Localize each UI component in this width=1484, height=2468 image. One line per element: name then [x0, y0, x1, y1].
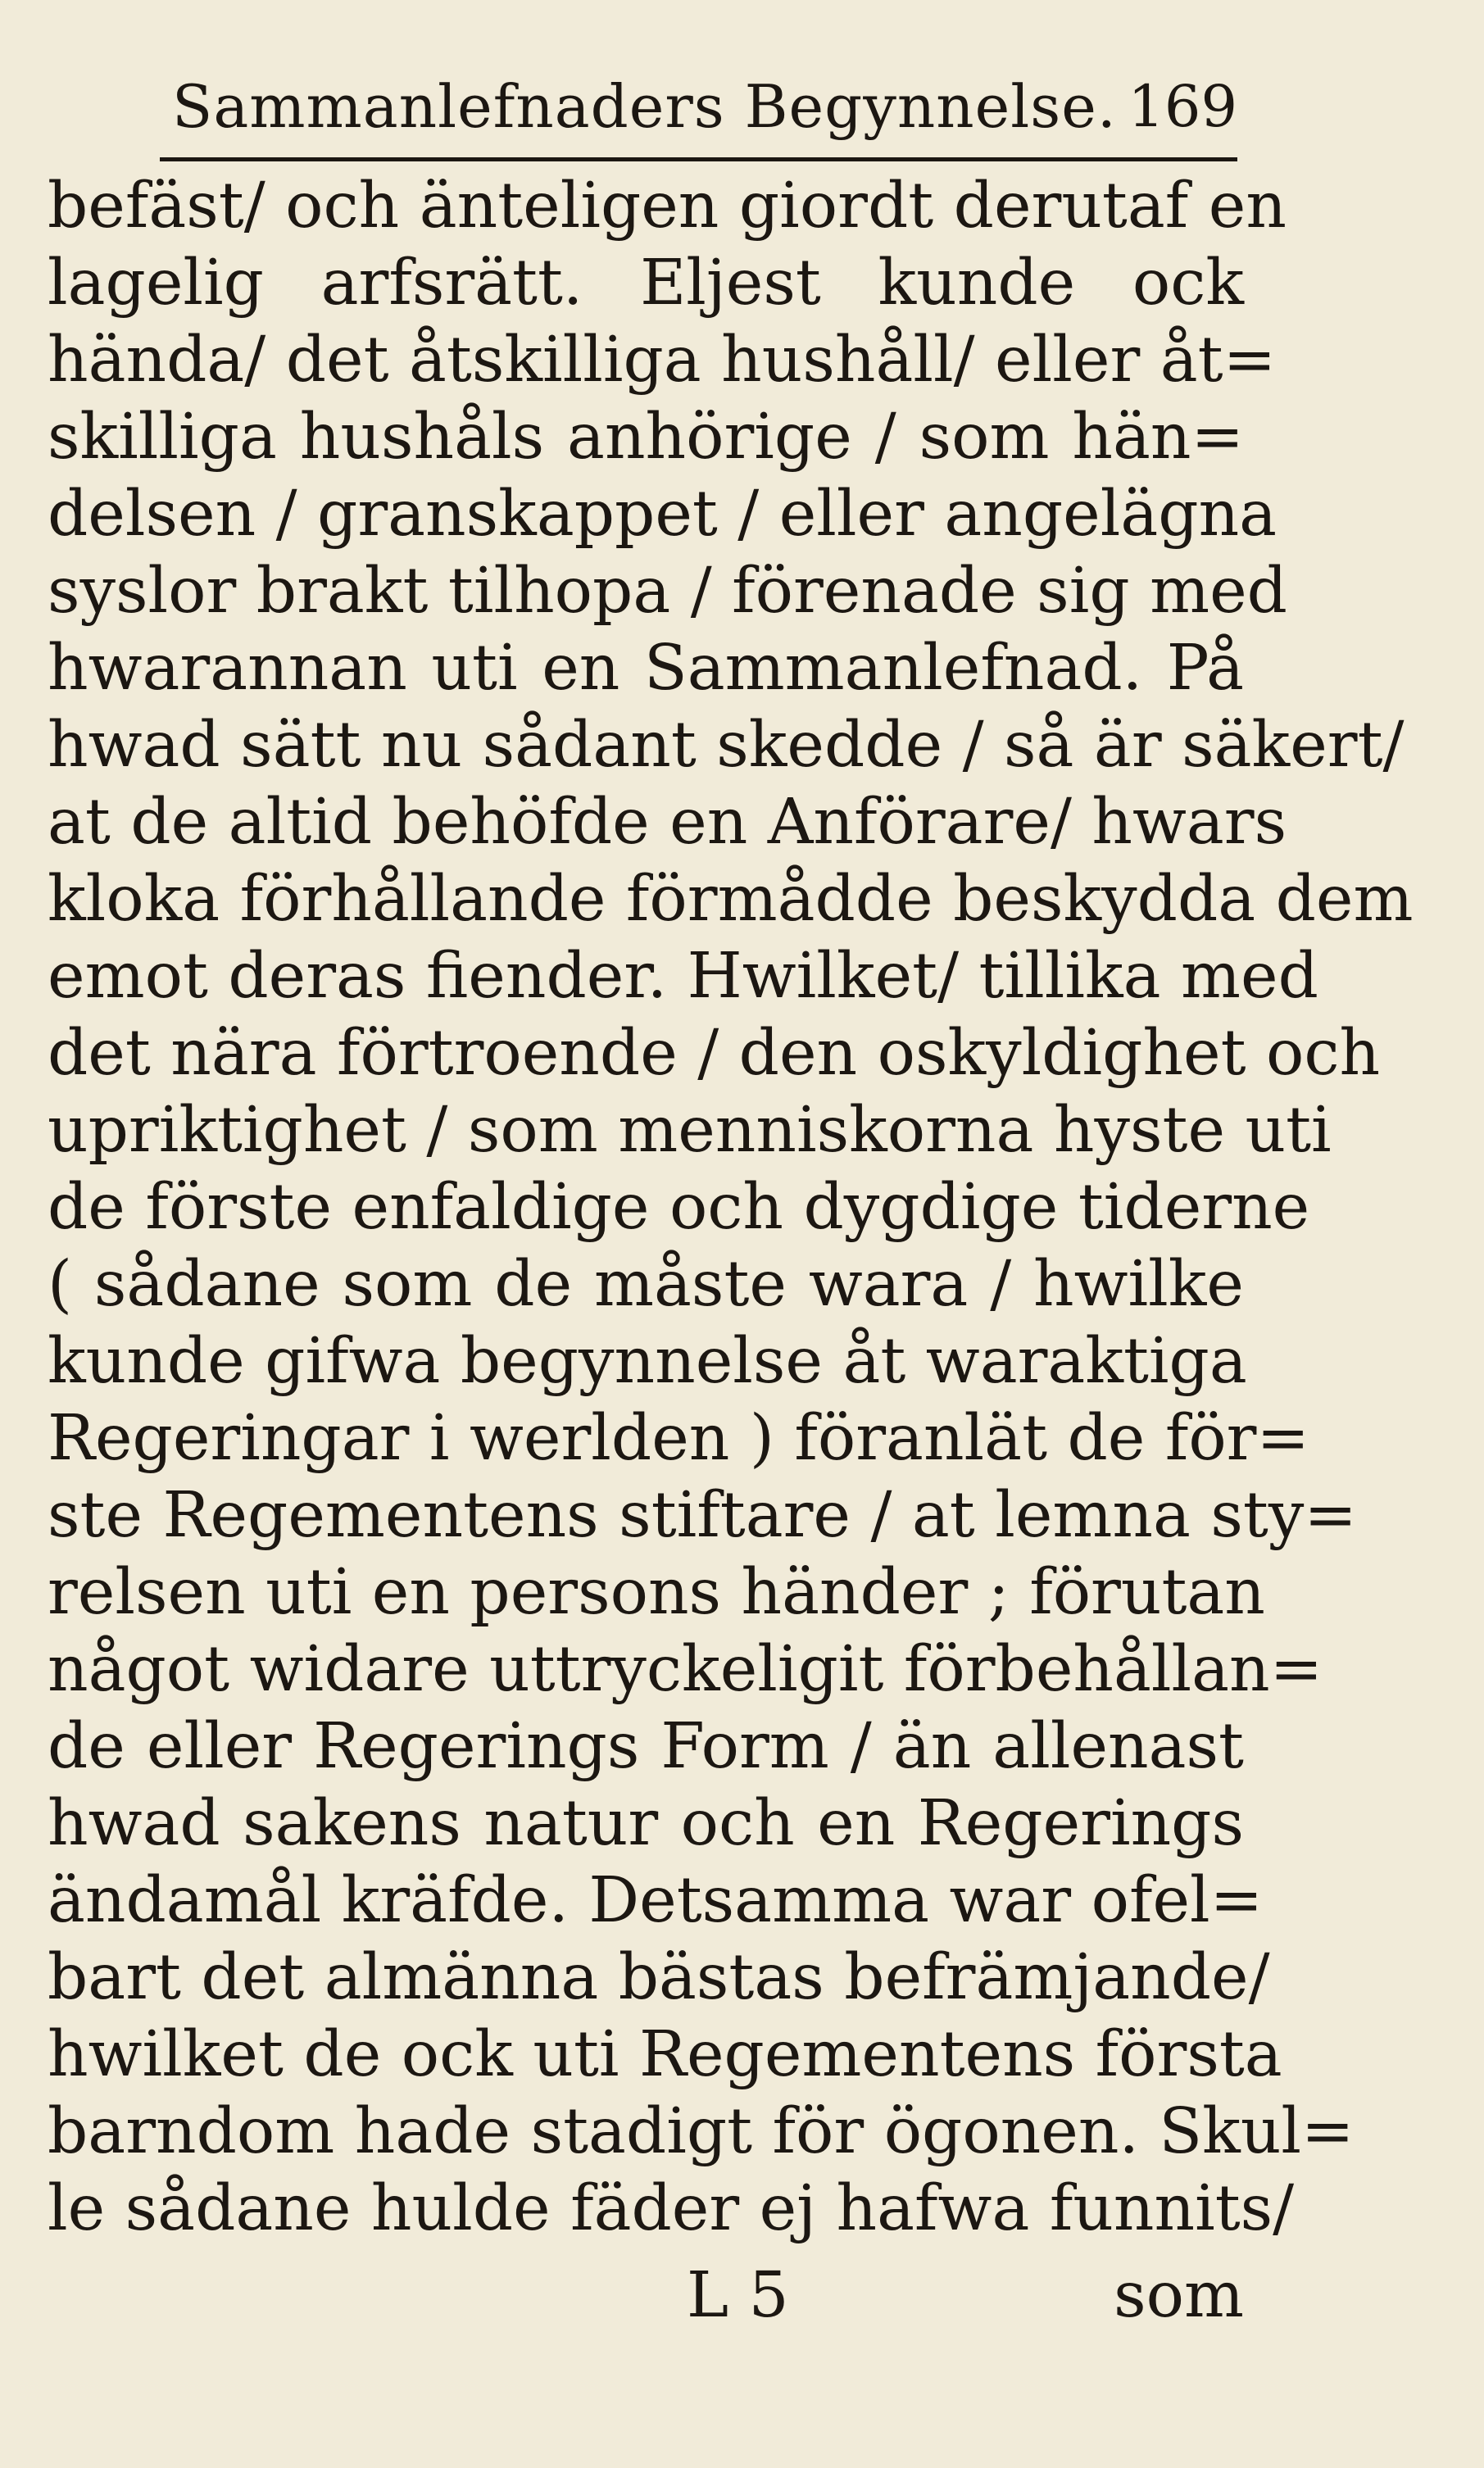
running-head: Sammanlefnaders Begynnelse.	[172, 72, 1117, 141]
text-line: hända/ det åtskilliga hushåll/ eller åt=	[48, 324, 1277, 397]
text-line: hwarannan uti en Sammanlefnad. På	[48, 632, 1244, 705]
text-line: Regeringar i werlden ) föranlät de för=	[48, 1402, 1309, 1475]
header-rule	[160, 157, 1237, 161]
text-line: det nära förtroende / den oskyldighet och	[48, 1017, 1381, 1090]
page-header	[172, 57, 1237, 156]
text-line: hwilket de ock uti Regementens första	[48, 2018, 1282, 2091]
text-line: emot deras fiender. Hwilket/ tillika med	[48, 940, 1318, 1013]
text-line: upriktighet / som menniskorna hyste uti	[48, 1094, 1332, 1167]
text-line: de förste enfaldige och dygdige tiderne	[48, 1171, 1310, 1244]
text-line: lagelig arfsrätt. Eljest kunde ock	[48, 247, 1244, 320]
text-line: kunde gifwa begynnelse åt waraktiga	[48, 1325, 1247, 1398]
text-line: skilliga hushåls anhörige / som hän=	[48, 401, 1244, 474]
page-number: 169	[1128, 73, 1237, 140]
catchword: som	[1114, 2259, 1244, 2332]
text-line: delsen / granskappet / eller angelägna	[48, 478, 1278, 551]
text-line: de eller Regerings Form / än allenast	[48, 1710, 1244, 1783]
text-line: ste Regementens stiftare / at lemna sty=	[48, 1479, 1357, 1552]
text-line: något widare uttryckeligit förbehållan=	[48, 1633, 1323, 1706]
text-line: syslor brakt tilhopa / förenade sig med	[48, 555, 1287, 628]
text-line: le sådane hulde fäder ej hafwa funnits/	[48, 2172, 1295, 2245]
text-line: kloka förhållande förmådde beskydda dem	[48, 863, 1414, 936]
signature-mark: L 5	[687, 2259, 789, 2332]
body-text	[48, 168, 1414, 2248]
text-line: relsen uti en persons händer ; förutan	[48, 1556, 1265, 1629]
text-line: ( sådane som de måste wara / hwilke	[48, 1248, 1244, 1321]
text-line: hwad sakens natur och en Regerings	[48, 1787, 1244, 1860]
text-line: at de altid behöfde en Anförare/ hwars	[48, 786, 1287, 859]
page-footer	[48, 2257, 1244, 2334]
text-line: ändamål kräfde. Detsamma war ofel=	[48, 1864, 1264, 1937]
text-line: barndom hade stadigt för ögonen. Skul=	[48, 2095, 1355, 2168]
text-line: hwad sätt nu sådant skedde / så är säkert/	[48, 709, 1405, 782]
text-line: bart det almänna bästas befrämjande/	[48, 1941, 1270, 2014]
text-line: befäst/ och änteligen giordt derutaf en	[48, 170, 1287, 243]
